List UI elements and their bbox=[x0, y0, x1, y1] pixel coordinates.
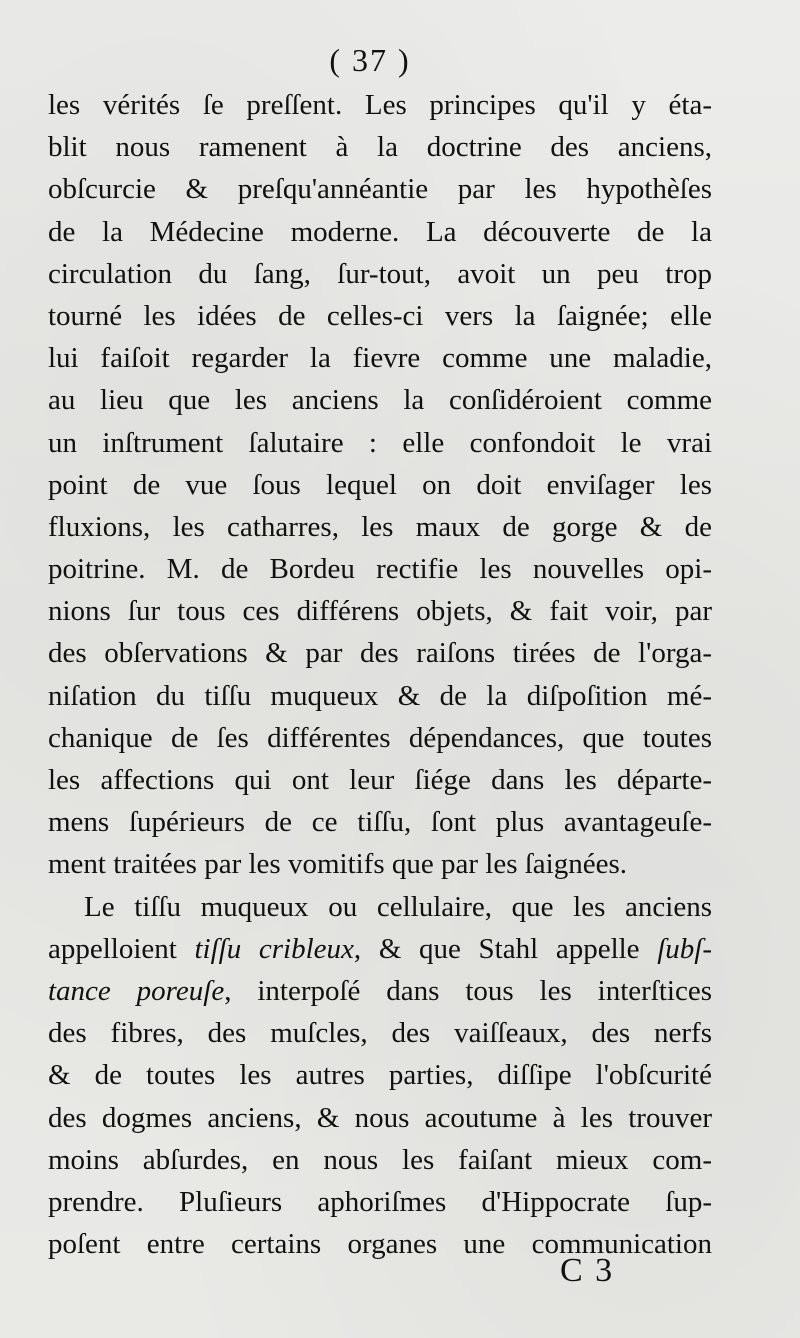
text-line: tourné les idées de celles-ci vers la ſaignée; elle bbox=[48, 299, 712, 332]
text-line: poſent entre certains organes une communication bbox=[48, 1228, 712, 1261]
text-line: & de toutes les autres parties, diſſipe l'obſcurité bbox=[48, 1059, 712, 1092]
text-line: de la Médecine moderne. La découverte de la bbox=[48, 215, 712, 248]
text-line: niſation du tiſſu muqueux & de la diſpoſition mé- bbox=[48, 679, 712, 712]
text-line: mens ſupérieurs de ce tiſſu, ſont plus avantageuſe- bbox=[48, 806, 712, 839]
italic-term: tiſſu cribleux bbox=[194, 932, 354, 965]
text-run: , & que Stahl appelle bbox=[353, 932, 658, 965]
text-line: circulation du ſang, ſur-tout, avoit un peu trop bbox=[48, 257, 712, 290]
italic-term: tance poreuſe bbox=[48, 974, 225, 1007]
text-line: ment traitées par les vomitifs que par les ſaignées. bbox=[48, 848, 628, 881]
text-line bbox=[48, 970, 712, 1012]
text-line: moins abſurdes, en nous les faiſant mieux com- bbox=[48, 1143, 712, 1176]
text-run: appelloient bbox=[48, 932, 195, 965]
body-text bbox=[48, 84, 712, 1265]
text-run: , interpoſé dans tous les interſtices bbox=[224, 974, 712, 1007]
paragraph-first-line: Le tiſſu muqueux ou cellulaire, que les anciens bbox=[84, 890, 712, 923]
text-line: fluxions, les catharres, les maux de gorge & de bbox=[48, 510, 712, 543]
text-line: les vérités ſe preſſent. Les principes qu'il y éta- bbox=[48, 89, 712, 121]
text-line: les affections qui ont leur ſiége dans les départe- bbox=[48, 764, 712, 796]
text-line: nions ſur tous ces différens objets, & fait voir, par bbox=[48, 595, 712, 628]
text-line: des fibres, des muſcles, des vaiſſeaux, des nerfs bbox=[48, 1017, 712, 1050]
text-line: lui faiſoit regarder la fievre comme une maladie, bbox=[48, 342, 712, 375]
text-line: un inſtrument ſalutaire : elle confondoit le vrai bbox=[48, 426, 712, 459]
text-line: point de vue ſous lequel on doit enviſager les bbox=[48, 468, 712, 501]
text-line bbox=[48, 928, 712, 970]
signature-mark: C 3 bbox=[560, 1252, 615, 1289]
text-line: des dogmes anciens, & nous acoutume à les trouver bbox=[48, 1101, 712, 1134]
page-number: ( 37 ) bbox=[329, 42, 411, 78]
text-line: des obſervations & par des raiſons tirées de l'orga- bbox=[48, 637, 712, 670]
text-line: poitrine. M. de Bordeu rectifie les nouvelles opi- bbox=[48, 553, 712, 586]
text-line: blit nous ramenent à la doctrine des anciens, bbox=[48, 131, 712, 164]
italic-term: ſubſ- bbox=[657, 932, 712, 965]
text-line: chanique de ſes différentes dépendances, que toutes bbox=[48, 721, 712, 754]
text-line: prendre. Pluſieurs aphoriſmes d'Hippocrate ſup- bbox=[48, 1185, 712, 1218]
text-line: obſcurcie & preſqu'annéantie par les hypothèſes bbox=[48, 173, 712, 206]
text-line: au lieu que les anciens la conſidéroient comme bbox=[48, 384, 712, 417]
